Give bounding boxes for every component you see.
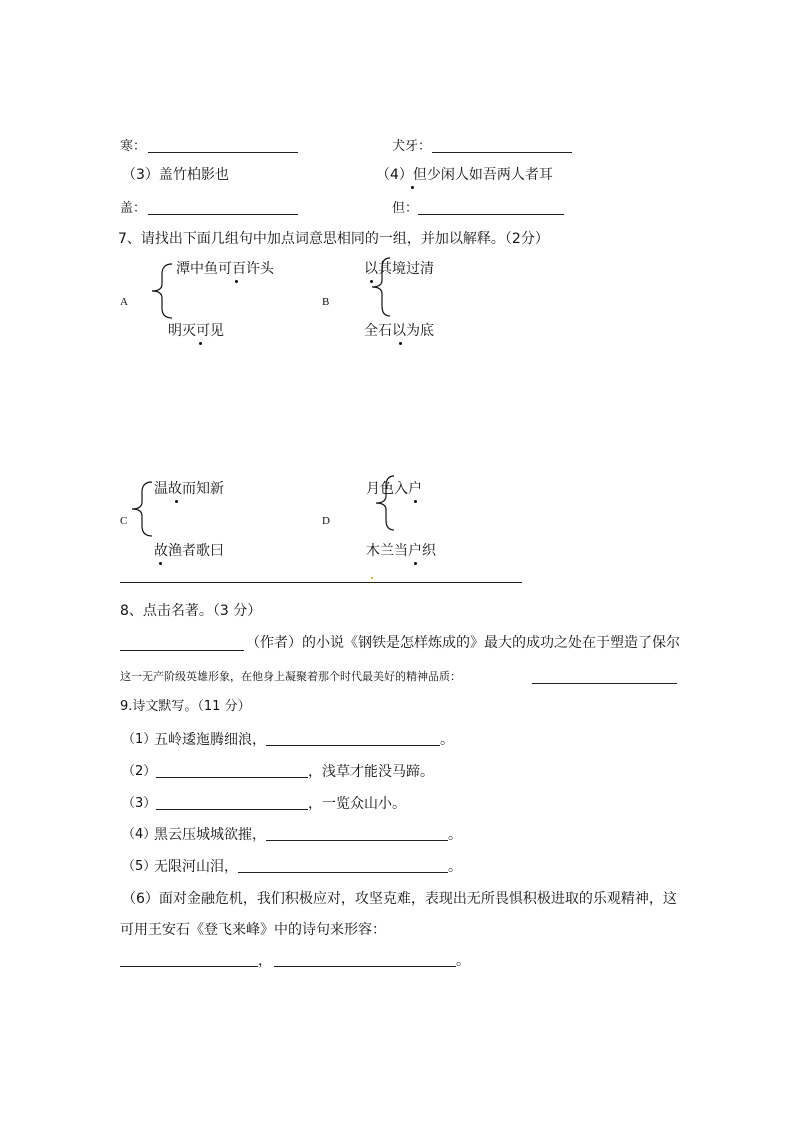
q7-b-top: 以其境过清 xyxy=(364,261,434,277)
q9-item5-after: 。 xyxy=(448,859,462,875)
brace-a xyxy=(148,262,178,320)
q8-line1: （作者）的小说《钢铁是怎样炼成的》最大的成功之处在于塑造了保尔 xyxy=(246,635,680,651)
q9-item4-before: 黑云压城城欲摧， xyxy=(154,827,266,843)
q7-answer-line[interactable] xyxy=(120,582,522,583)
q9-item4-after: 。 xyxy=(448,827,462,843)
q6-blank-gai[interactable] xyxy=(148,214,298,215)
q6-item-4: （4）但少闲人如吾两人者耳 xyxy=(376,167,553,183)
q8-line2: 这一无产阶级英雄形象，在他身上凝聚着那个时代最美好的精神品质： xyxy=(120,670,461,683)
q6-blank-quanya[interactable] xyxy=(432,152,572,153)
emphasis-dot xyxy=(411,186,414,189)
emphasis-dot xyxy=(235,280,238,283)
q6-blank-han[interactable] xyxy=(148,152,298,153)
q9-item5-before: 无限河山泪， xyxy=(154,859,238,875)
q8-blank-author[interactable] xyxy=(120,650,244,651)
emphasis-dot xyxy=(199,342,202,345)
q9-blank-1[interactable] xyxy=(266,745,440,746)
stray-mark xyxy=(371,577,373,579)
q6-blank-dan[interactable] xyxy=(418,214,564,215)
q6-label-gai: 盖： xyxy=(120,201,147,216)
q9-item6-line2: 可用王安石《登飞来峰》中的诗句来形容： xyxy=(120,922,386,938)
q7-letter-b: B xyxy=(322,296,330,308)
q8-blank-quality[interactable] xyxy=(532,683,677,684)
q9-blank-6a[interactable] xyxy=(120,966,258,967)
q9-num-5: （5） xyxy=(122,859,157,874)
q7-b-bottom: 全石以为底 xyxy=(364,323,434,339)
q7-letter-d: D xyxy=(322,515,330,527)
q7-d-top: 月色入户 xyxy=(366,481,422,497)
emphasis-dot xyxy=(159,562,162,565)
q9-item3-after: ，一览众山小。 xyxy=(308,796,406,812)
q9-item1-after: 。 xyxy=(440,732,454,748)
q9-item6-sep: ， xyxy=(258,953,272,969)
q6-label-dan: 但： xyxy=(392,201,419,216)
q9-item6-end: 。 xyxy=(456,953,470,969)
q9-num-2: （2） xyxy=(122,764,157,779)
q9-blank-5[interactable] xyxy=(238,872,448,873)
q9-blank-4[interactable] xyxy=(266,840,448,841)
q9-num-1: （1） xyxy=(122,732,157,747)
q7-c-top: 温故而知新 xyxy=(154,481,224,497)
q7-c-bottom: 故渔者歌曰 xyxy=(154,543,224,559)
emphasis-dot xyxy=(175,500,178,503)
emphasis-dot xyxy=(414,562,417,565)
q9-blank-6b[interactable] xyxy=(274,966,456,967)
q8-prompt: 8、点击名著。（3 分） xyxy=(120,603,262,619)
q6-label-han: 寒： xyxy=(120,139,147,154)
q7-prompt: 7、请找出下面几组句中加点词意思相同的一组，并加以解释。（2分） xyxy=(118,231,549,247)
q9-blank-2[interactable] xyxy=(156,777,308,778)
q9-item6-line1: （6）面对金融危机，我们积极应对，攻坚克难，表现出无所畏惧积极进取的乐观精神，这 xyxy=(122,891,677,907)
q7-d-bottom: 木兰当户织 xyxy=(366,543,436,559)
q7-letter-a: A xyxy=(120,296,128,308)
q9-item2-after: ，浅草才能没马蹄。 xyxy=(308,764,434,780)
q7-a-bottom: 明灭可见 xyxy=(168,323,224,339)
q9-item1-before: 五岭逶迤腾细浪， xyxy=(154,732,266,748)
q9-num-4: （4） xyxy=(122,827,157,842)
q9-num-3: （3） xyxy=(122,796,157,811)
q7-a-top: 潭中鱼可百许头 xyxy=(176,261,274,277)
q6-item-3: （3）盖竹柏影也 xyxy=(122,167,229,183)
emphasis-dot xyxy=(370,280,373,283)
q7-letter-c: C xyxy=(120,515,128,527)
emphasis-dot xyxy=(399,342,402,345)
q9-blank-3[interactable] xyxy=(156,809,308,810)
q9-prompt: 9.诗文默写。（11 分） xyxy=(120,699,251,714)
emphasis-dot xyxy=(414,500,417,503)
q6-label-quanya: 犬牙： xyxy=(392,139,432,154)
